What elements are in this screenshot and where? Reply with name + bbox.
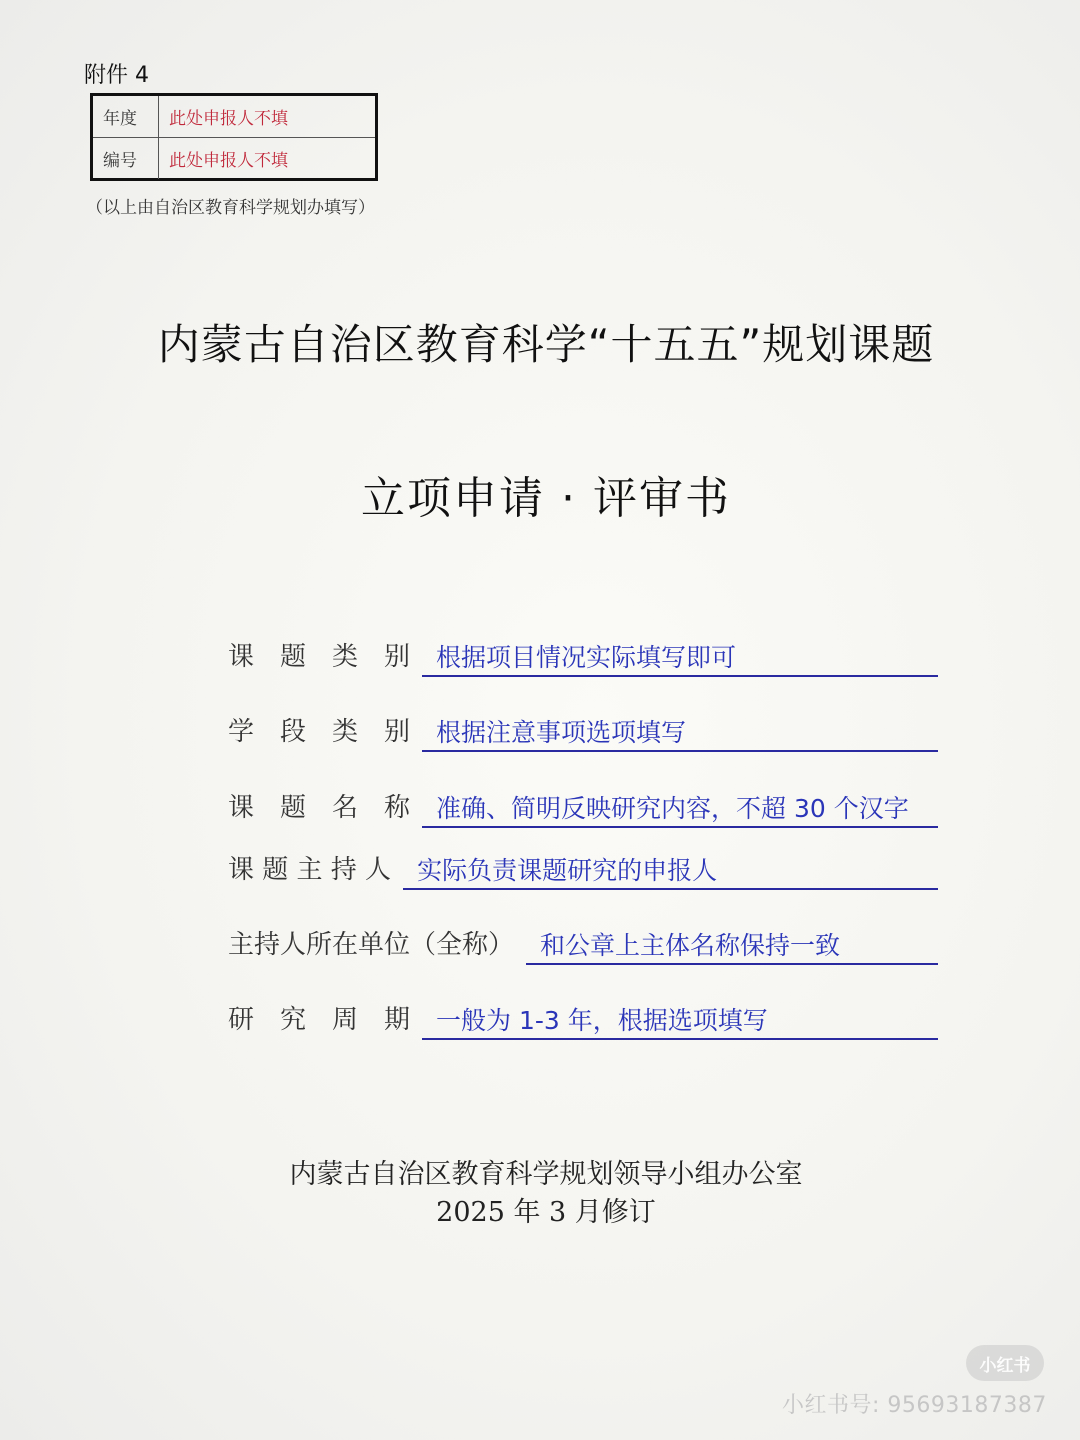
document-subtitle: 立项申请 · 评审书	[361, 473, 731, 524]
watermark-logo: 小红书	[966, 1345, 1044, 1381]
field-input-line[interactable]	[526, 925, 938, 965]
field-value: 准确、简明反映研究内容，不超 30 个汉字	[436, 794, 909, 823]
field-label: 课 题 类 别	[228, 642, 411, 672]
admin-key-year: 年度	[93, 96, 159, 137]
attachment-label: 附件 4	[84, 63, 149, 88]
admin-value-number: 此处申报人不填	[169, 151, 288, 171]
field-label: 课 题 主 持 人	[228, 855, 392, 885]
footer-organization: 内蒙古自治区教育科学规划领导小组办公室	[289, 1159, 803, 1190]
field-value: 实际负责课题研究的申报人	[417, 856, 718, 885]
field-school-stage	[228, 712, 938, 752]
admin-key-number: 编号	[93, 138, 159, 179]
field-label: 研 究 周 期	[228, 1005, 411, 1035]
admin-table-note: （以上由自治区教育科学规划办填写）	[86, 198, 375, 218]
field-input-line[interactable]	[422, 1000, 938, 1040]
watermark-account-id: 小红书号: 95693187387	[782, 1393, 1047, 1418]
field-host-organization	[228, 925, 938, 965]
field-label: 学 段 类 别	[228, 717, 411, 747]
field-project-name	[228, 788, 938, 828]
field-value: 一般为 1-3 年，根据选项填写	[436, 1006, 768, 1035]
field-input-line[interactable]	[422, 712, 938, 752]
field-project-category	[228, 637, 938, 677]
field-label: 主持人所在单位（全称）	[228, 930, 515, 960]
admin-row-number	[93, 137, 375, 179]
field-label: 课 题 名 称	[228, 793, 411, 823]
field-value: 根据项目情况实际填写即可	[436, 643, 737, 672]
field-input-line[interactable]	[403, 850, 938, 890]
field-project-host	[228, 850, 938, 890]
admin-fill-table	[90, 93, 378, 181]
admin-row-year	[93, 96, 375, 137]
document-title: 内蒙古自治区教育科学“十五五”规划课题	[157, 320, 935, 369]
admin-value-year: 此处申报人不填	[169, 109, 288, 129]
field-input-line[interactable]	[422, 788, 938, 828]
footer-revision-date: 2025 年 3 月修订	[436, 1197, 656, 1228]
field-value: 根据注意事项选项填写	[436, 718, 687, 747]
field-value: 和公章上主体名称保持一致	[540, 931, 841, 960]
field-input-line[interactable]	[422, 637, 938, 677]
field-research-period	[228, 1000, 938, 1040]
